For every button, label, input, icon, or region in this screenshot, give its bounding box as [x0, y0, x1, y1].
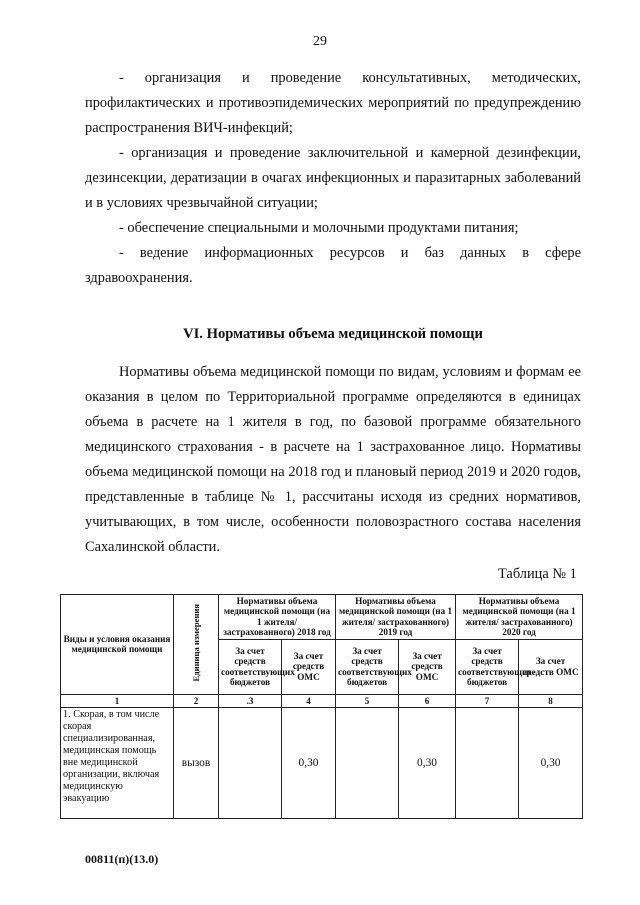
column-number: 5 — [336, 694, 399, 707]
column-number: 2 — [174, 694, 219, 707]
section-title: VI. Нормативы объема медицинской помощи — [183, 326, 483, 342]
row-budget-2020 — [456, 708, 519, 819]
page-number: 29 — [313, 34, 327, 49]
column-number: 6 — [399, 694, 456, 707]
row-oms-2020: 0,30 — [519, 708, 583, 819]
norms-table — [60, 594, 583, 819]
row-type: 1. Скорая, в том числе скорая специализированная, медицинская помощь вне медицинской организации, включая медицинскую эвакуацию — [61, 708, 174, 819]
subheader-budget: За счет средств соответствующих бюджетов — [336, 639, 399, 694]
list-item: - ведение информационных ресурсов и баз данных в сфере здравоохранения. — [85, 245, 581, 286]
subheader-budget: За счет средств соответствующих бюджетов — [456, 639, 519, 694]
header-year-2020: Нормативы объема медицинской помощи (на 1 жителя/ застрахованного) 2020 год — [456, 595, 583, 640]
row-unit: вызов — [174, 708, 219, 819]
subheader-budget: За счет средств соответствующих бюджетов — [219, 639, 282, 694]
measures-list — [85, 66, 581, 291]
subheader-oms: За счет средств ОМС — [519, 639, 583, 694]
row-budget-2018 — [219, 708, 282, 819]
header-year-2018: Нормативы объема медицинской помощи (на 1 жителя/ застрахованного) 2018 год — [219, 595, 336, 640]
footer-code: 00811(п)(13.0) — [85, 852, 159, 866]
subheader-oms: За счет средств ОМС — [282, 639, 336, 694]
column-number: 8 — [519, 694, 583, 707]
table-label: Таблица № 1 — [498, 566, 577, 582]
header-unit — [174, 595, 219, 695]
list-item: - организация и проведение заключительной и камерной дезинфекции, дезинсекции, дератизации в очагах инфекционных и паразитарных заболеваний и в условиях чрезвычайной ситуации; — [85, 145, 581, 211]
column-number-row — [61, 694, 583, 707]
row-oms-2018: 0,30 — [282, 708, 336, 819]
header-unit-label: Единица измерения — [190, 604, 201, 682]
table-header-row — [61, 595, 583, 640]
column-number: 1 — [61, 694, 174, 707]
row-budget-2019 — [336, 708, 399, 819]
header-year-2019: Нормативы объема медицинской помощи (на 1 жителя/ застрахованного) 2019 год — [336, 595, 456, 640]
column-number: .3 — [219, 694, 282, 707]
list-item: - обеспечение специальными и молочными продуктами питания; — [119, 220, 519, 236]
column-number: 4 — [282, 694, 336, 707]
header-type: Виды и условия оказания медицинской помощи — [61, 595, 174, 695]
row-oms-2019: 0,30 — [399, 708, 456, 819]
table-row — [61, 708, 583, 819]
subheader-oms: За счет средств ОМС — [399, 639, 456, 694]
column-number: 7 — [456, 694, 519, 707]
section-paragraph: Нормативы объема медицинской помощи по видам, условиям и формам ее оказания в целом по Территориальной программе определяются в единицах объема в расчете на 1 жителя в год, по базовой программе обязательного медицинского страхования - в расчете на 1 застрахованное лицо. Нормативы объема медицинской помощи на 2018 год и плановый период 2019 и 2020 годов, представленные в таблице № 1, рассчитаны исходя из средних нормативов, учитывающих, в том числе, особенности половозрастного состава населения Сахалинской области. — [85, 364, 581, 555]
section-body — [85, 360, 581, 560]
list-item: - организация и проведение консультативных, методических, профилактических и противоэпидемических мероприятий по предупреждению распространения ВИЧ-инфекций; — [85, 70, 581, 136]
